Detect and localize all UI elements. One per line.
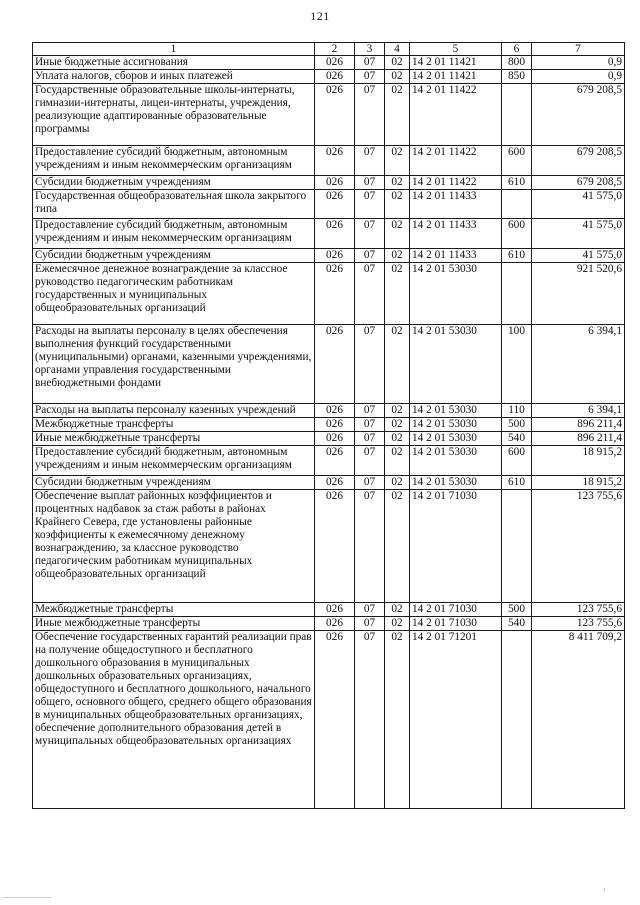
cell-name: Расходы на выплаты персоналу казенных учреждений [33,404,315,418]
cell-csr: 14 2 01 53030 [410,476,502,490]
cell-vr: 500 [502,418,532,432]
cell-name: Иные межбюджетные трансферты [33,432,315,446]
table-row [33,146,625,176]
cell-vr [502,190,532,219]
cell-csr: 14 2 01 71201 [410,631,502,809]
cell-ved: 026 [315,219,355,249]
cell-rz: 07 [355,631,385,809]
table-body [33,56,625,809]
cell-vr: 610 [502,476,532,490]
cell-ved: 026 [315,325,355,404]
table-row [33,490,625,603]
cell-name: Расходы на выплаты персоналу в целях обеспечения выполнения функций государственными (муниципальными) органами, казенными учреждениями, органами управления государственными внебюджетными фондами [33,325,315,404]
table-row [33,190,625,219]
cell-ved: 026 [315,70,355,84]
cell-csr: 14 2 01 11421 [410,70,502,84]
table-row [33,603,625,617]
table-row [33,446,625,476]
col-header-name: 1 [33,43,315,56]
cell-vr: 540 [502,432,532,446]
cell-pr: 02 [385,432,410,446]
table-row [33,176,625,190]
cell-rz: 07 [355,404,385,418]
cell-rz: 07 [355,603,385,617]
cell-sum: 123 755,6 [532,603,625,617]
cell-vr [502,631,532,809]
table-row [33,249,625,263]
cell-ved: 026 [315,190,355,219]
cell-vr: 850 [502,70,532,84]
cell-name: Иные межбюджетные трансферты [33,617,315,631]
cell-csr: 14 2 01 53030 [410,418,502,432]
page-number: 121 [310,9,330,23]
table-row [33,432,625,446]
cell-vr [502,263,532,325]
table-row [33,418,625,432]
cell-vr: 110 [502,404,532,418]
cell-name: Предоставление субсидий бюджетным, автономным учреждениям и иным некоммерческим организациям [33,146,315,176]
cell-rz: 07 [355,84,385,146]
cell-ved: 026 [315,56,355,70]
cell-name: Предоставление субсидий бюджетным, автономным учреждениям и иным некоммерческим организациям [33,446,315,476]
cell-pr: 02 [385,446,410,476]
cell-csr: 14 2 01 53030 [410,325,502,404]
cell-pr: 02 [385,146,410,176]
cell-csr: 14 2 01 11433 [410,219,502,249]
cell-rz: 07 [355,418,385,432]
table-row [33,263,625,325]
cell-pr: 02 [385,631,410,809]
cell-pr: 02 [385,84,410,146]
cell-rz: 07 [355,446,385,476]
cell-name: Субсидии бюджетным учреждениям [33,476,315,490]
cell-rz: 07 [355,219,385,249]
cell-csr: 14 2 01 11422 [410,146,502,176]
cell-ved: 026 [315,490,355,603]
cell-ved: 026 [315,603,355,617]
cell-ved: 026 [315,146,355,176]
cell-csr: 14 2 01 71030 [410,617,502,631]
table-row [33,325,625,404]
cell-ved: 026 [315,249,355,263]
cell-sum: 123 755,6 [532,490,625,603]
cell-vr: 540 [502,617,532,631]
cell-rz: 07 [355,249,385,263]
table-row [33,476,625,490]
cell-sum: 896 211,4 [532,418,625,432]
cell-rz: 07 [355,70,385,84]
cell-vr [502,490,532,603]
cell-csr: 14 2 01 11421 [410,56,502,70]
cell-name: Субсидии бюджетным учреждениям [33,249,315,263]
cell-name: Уплата налогов, сборов и иных платежей [33,70,315,84]
cell-pr: 02 [385,56,410,70]
cell-vr: 100 [502,325,532,404]
cell-sum: 8 411 709,2 [532,631,625,809]
cell-rz: 07 [355,146,385,176]
cell-name: Предоставление субсидий бюджетным, автономным учреждениям и иным некоммерческим организациям [33,219,315,249]
cell-name: Ежемесячное денежное вознаграждение за классное руководство педагогическим работникам государственных и муниципальных общеобразовательных организаций [33,263,315,325]
cell-sum: 896 211,4 [532,432,625,446]
cell-sum: 679 208,5 [532,146,625,176]
col-header-pr: 4 [385,43,410,56]
cell-rz: 07 [355,490,385,603]
cell-name: Государственные образовательные школы-интернаты, гимназии-интернаты, лицеи-интернаты, учреждения, реализующие адаптированные образовательные программы [33,84,315,146]
cell-pr: 02 [385,476,410,490]
cell-pr: 02 [385,418,410,432]
cell-ved: 026 [315,176,355,190]
cell-vr: 500 [502,603,532,617]
table-row [33,56,625,70]
cell-ved: 026 [315,446,355,476]
cell-sum: 123 755,6 [532,617,625,631]
cell-sum: 679 208,5 [532,176,625,190]
cell-pr: 02 [385,263,410,325]
cell-csr: 14 2 01 53030 [410,432,502,446]
table-row [33,631,625,809]
cell-sum: 921 520,6 [532,263,625,325]
cell-vr: 800 [502,56,532,70]
cell-csr: 14 2 01 71030 [410,490,502,603]
cell-ved: 026 [315,476,355,490]
cell-name: Межбюджетные трансферты [33,418,315,432]
cell-pr: 02 [385,249,410,263]
cell-pr: 02 [385,176,410,190]
cell-name: Субсидии бюджетным учреждениям [33,176,315,190]
cell-sum: 6 394,1 [532,404,625,418]
cell-sum: 41 575,0 [532,249,625,263]
cell-rz: 07 [355,176,385,190]
cell-pr: 02 [385,219,410,249]
cell-csr: 14 2 01 53030 [410,446,502,476]
cell-vr [502,84,532,146]
cell-name: Иные бюджетные ассигнования [33,56,315,70]
scan-artifact [604,888,605,892]
cell-ved: 026 [315,84,355,146]
table-row [33,84,625,146]
cell-ved: 026 [315,418,355,432]
table-row [33,617,625,631]
table-row [33,219,625,249]
cell-rz: 07 [355,325,385,404]
cell-ved: 026 [315,432,355,446]
cell-csr: 14 2 01 11433 [410,249,502,263]
cell-csr: 14 2 01 11422 [410,84,502,146]
col-header-rz: 3 [355,43,385,56]
col-header-vr: 6 [502,43,532,56]
table-row [33,404,625,418]
col-header-sum: 7 [532,43,625,56]
cell-rz: 07 [355,263,385,325]
scan-artifact [2,897,52,898]
cell-rz: 07 [355,56,385,70]
cell-pr: 02 [385,603,410,617]
cell-vr: 600 [502,146,532,176]
cell-pr: 02 [385,490,410,603]
cell-csr: 14 2 01 11422 [410,176,502,190]
cell-sum: 41 575,0 [532,190,625,219]
col-header-csr: 5 [410,43,502,56]
cell-sum: 0,9 [532,70,625,84]
cell-sum: 18 915,2 [532,446,625,476]
cell-name: Обеспечение выплат районных коэффициентов и процентных надбавок за стаж работы в районах Крайнего Севера, где установлены районные коэффициенты к ежемесячному денежному вознаграждению, за классное руководство педагогическим работникам муниципальных общеобразовательных организаций [33,490,315,603]
cell-name: Обеспечение государственных гарантий реализации прав на получение общедоступного и бесплатного дошкольного образования в муниципальных дошкольных образовательных организациях, общедоступного и бесплатного дошкольного, начального общего, основного общего, среднего общего образования в муниципальных общеобразовательных организациях, обеспечение дополнительного образования детей в муниципальных общеобразовательных организациях [33,631,315,809]
cell-vr: 610 [502,176,532,190]
cell-ved: 026 [315,263,355,325]
cell-sum: 679 208,5 [532,84,625,146]
cell-rz: 07 [355,190,385,219]
cell-vr: 600 [502,446,532,476]
cell-csr: 14 2 01 71030 [410,603,502,617]
cell-csr: 14 2 01 53030 [410,404,502,418]
cell-csr: 14 2 01 11433 [410,190,502,219]
cell-rz: 07 [355,617,385,631]
cell-pr: 02 [385,325,410,404]
cell-vr: 610 [502,249,532,263]
cell-sum: 41 575,0 [532,219,625,249]
cell-vr: 600 [502,219,532,249]
cell-rz: 07 [355,432,385,446]
cell-ved: 026 [315,617,355,631]
cell-rz: 07 [355,476,385,490]
cell-sum: 0,9 [532,56,625,70]
budget-table [32,42,625,809]
cell-name: Государственная общеобразовательная школа закрытого типа [33,190,315,219]
header-row [33,43,625,56]
table-row [33,70,625,84]
cell-pr: 02 [385,404,410,418]
cell-sum: 18 915,2 [532,476,625,490]
cell-pr: 02 [385,70,410,84]
cell-pr: 02 [385,190,410,219]
cell-name: Межбюджетные трансферты [33,603,315,617]
col-header-ved: 2 [315,43,355,56]
cell-ved: 026 [315,404,355,418]
cell-ved: 026 [315,631,355,809]
cell-sum: 6 394,1 [532,325,625,404]
cell-csr: 14 2 01 53030 [410,263,502,325]
cell-pr: 02 [385,617,410,631]
